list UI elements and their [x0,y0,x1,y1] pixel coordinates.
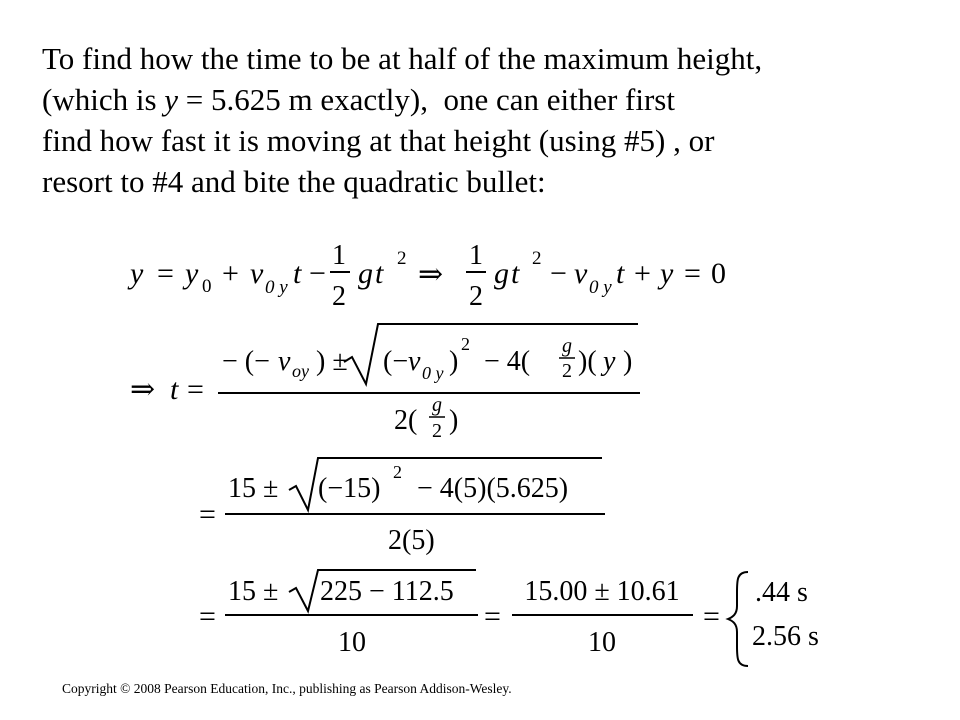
eq2-implies-icon: ⇒ [130,373,156,406]
eq4-cases-brace-icon [728,572,748,666]
eq1-half2-numerator: 1 [469,240,483,271]
eq1-t4: t [616,257,625,290]
intro-line-1-text: To find how the time to be at half of the maximum height, [42,41,763,76]
eq3-equals: = [199,498,216,531]
eq1-v2-subscript: 0 y [589,277,612,298]
eq3-rad-b: − 4(5)(5.625) [417,473,569,504]
eq1-t2: t [375,257,384,290]
eq2-rad-close: ) [449,346,459,377]
eq1-y: y [130,257,144,290]
eq4-equals-3: = [703,600,720,633]
eq1-minus2: − [550,257,567,290]
eq4-equals: = [199,600,216,633]
eq1-y0: y [185,257,199,290]
eq4-result-1: .44 s [755,577,808,608]
eq1-equals: = [157,257,174,290]
intro-line-3-text: find how fast it is moving at that height (using #5) , or [42,123,715,158]
eq1-v: v [250,257,264,290]
eq1-v-subscript: 0 y [265,277,288,298]
eq3-rad-a: (−15) [318,473,381,504]
intro-line-4-text: resort to #4 and bite the quadratic bullet: [42,164,546,199]
eq2-rad-minus4: − 4( [484,346,531,377]
eq2-den-g: g [432,394,442,416]
eq1-g: g [358,257,373,290]
intro-variable-y: y [164,82,179,117]
eq4-rad: 225 − 112.5 [320,576,454,607]
eq1-exponent: 2 [397,248,407,269]
eq4-num2: 15.00 ± 10.61 [524,576,680,607]
eq1-half-numerator: 1 [332,240,346,271]
eq1-half2-denominator: 2 [469,281,483,312]
eq2-den-close: ) [449,405,459,436]
eq1-y2: y [660,257,674,290]
intro-line-2-post: = 5.625 m exactly), one can either first [178,82,675,117]
copyright-notice: Copyright © 2008 Pearson Education, Inc., publishing as Pearson Addison-Wesley. [62,681,512,696]
eq3-exponent: 2 [393,462,402,482]
eq2-rad-y-open: )( [578,346,597,377]
eq4-den1: 10 [338,627,366,658]
eq2-num-v: v [278,346,291,377]
eq2-t: t [170,373,179,406]
eq2-num-v-subscript: oy [292,361,309,381]
eq4-result-2: 2.56 s [752,621,819,652]
eq1-minus: − [309,257,326,290]
eq1-plus: + [222,257,239,290]
equation-1 [127,240,726,312]
eq2-rad-v-subscript: 0 y [422,363,444,383]
eq4-equals-2: = [484,600,501,633]
eq1-equals2: = [684,257,701,290]
equation-4 [199,570,819,666]
eq2-rad-open: (− [383,346,409,377]
eq1-g2: g [494,257,509,290]
eq1-half-denominator: 2 [332,281,346,312]
intro-line-2-pre: (which is [42,82,165,117]
eq1-implies-icon: ⇒ [418,258,444,291]
eq1-y0-subscript: 0 [202,276,212,297]
eq1-plus2: + [634,257,651,290]
eq1-v2: v [574,257,588,290]
eq2-rad-v: v [408,346,421,377]
eq2-den-g-den: 2 [432,420,442,442]
equation-2 [130,324,640,442]
eq2-den-open: 2( [394,405,418,436]
eq1-zero: 0 [711,257,726,290]
eq1-t3: t [511,257,520,290]
eq2-rad-y-close: ) [623,346,633,377]
eq2-rad-y: y [603,346,616,377]
eq2-rad-g-den: 2 [562,360,572,382]
eq2-equals: = [187,373,204,406]
eq3-num: 15 ± [228,473,279,504]
eq2-rad-g: g [562,335,572,357]
eq2-num-part1: − (− [222,346,270,377]
eq1-t: t [293,257,302,290]
equation-3 [199,458,605,556]
eq2-exponent: 2 [461,334,470,354]
eq3-den: 2(5) [388,525,435,556]
eq4-den2: 10 [588,627,616,658]
eq4-num1: 15 ± [228,576,279,607]
eq2-num-part2: ) ± [316,346,348,377]
eq1-exponent2: 2 [532,248,542,269]
